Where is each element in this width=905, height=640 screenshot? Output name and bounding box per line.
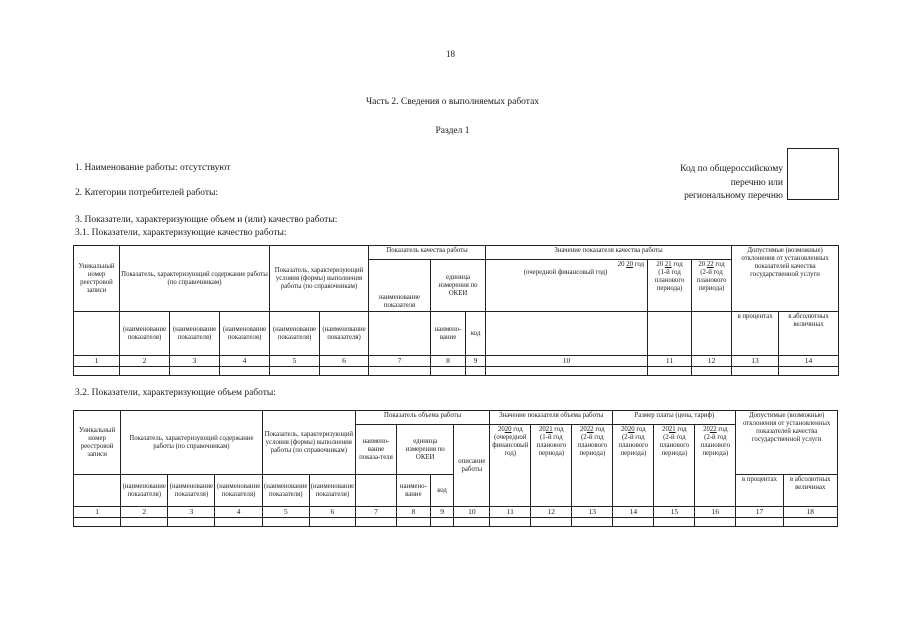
year-second-header: 20 22 год (2-й год планового периода) bbox=[692, 260, 732, 312]
data-cell[interactable] bbox=[531, 518, 572, 527]
data-cell[interactable] bbox=[74, 367, 120, 376]
fee-header: Размер платы (цена, тариф) bbox=[613, 411, 736, 425]
part-title: Часть 2. Сведения о выполняемых работах bbox=[365, 97, 540, 107]
data-cell[interactable] bbox=[262, 518, 309, 527]
okei-header-2: единица измерения по ОКЕИ bbox=[396, 425, 453, 475]
data-cell[interactable] bbox=[170, 367, 220, 376]
column-number-13: 13 bbox=[732, 356, 779, 367]
data-cell[interactable] bbox=[309, 518, 355, 527]
data-cell[interactable] bbox=[648, 367, 692, 376]
name-of-indicator-2: (наименование показателя) bbox=[120, 312, 170, 356]
column-number-10: 10 bbox=[454, 507, 490, 518]
data-cell[interactable] bbox=[220, 367, 270, 376]
column-number-13: 13 bbox=[572, 507, 613, 518]
column-number-6: 6 bbox=[320, 356, 369, 367]
data-cell[interactable] bbox=[572, 518, 613, 527]
column-number-7: 7 bbox=[369, 356, 431, 367]
column-number-10: 10 bbox=[486, 356, 648, 367]
data-cell[interactable] bbox=[369, 367, 431, 376]
content-header: Показатель, характеризующий содержание работы (по справочникам) bbox=[120, 246, 270, 312]
column-number-4: 4 bbox=[215, 507, 262, 518]
column-number-5: 5 bbox=[262, 507, 309, 518]
fee-year-first: 2021 год (2-й год планового периода) bbox=[654, 425, 695, 507]
empty-data-row[interactable] bbox=[74, 367, 839, 376]
vol-name-of-indicator-2: (наименование показателя) bbox=[121, 475, 168, 507]
description-header: описание работы bbox=[454, 425, 490, 507]
indicator-name-header-2: наимено-вание показа-теля bbox=[355, 425, 396, 475]
data-cell[interactable] bbox=[355, 518, 396, 527]
indicator-name-header: наименование показателя bbox=[369, 260, 431, 312]
name-of-indicator-5: (наименование показателя) bbox=[270, 312, 320, 356]
column-number-17: 17 bbox=[736, 507, 783, 518]
indicators-header: 3. Показатели, характеризующие объем и (или) качество работы: bbox=[75, 215, 338, 225]
data-cell[interactable] bbox=[454, 518, 490, 527]
vol-absolute-header: в абсолютных величинах bbox=[783, 475, 837, 507]
data-cell[interactable] bbox=[783, 518, 837, 527]
column-number-12: 12 bbox=[531, 507, 572, 518]
data-cell[interactable] bbox=[121, 518, 168, 527]
column-number-15: 15 bbox=[654, 507, 695, 518]
name-of-indicator-4: (наименование показателя) bbox=[220, 312, 270, 356]
column-number-11: 11 bbox=[490, 507, 531, 518]
conditions-header-2: Показатель, характеризующий условия (формы) выполнения работы (по справочникам) bbox=[262, 411, 355, 475]
column-number-6: 6 bbox=[309, 507, 355, 518]
name-of-indicator-3: (наименование показателя) bbox=[170, 312, 220, 356]
data-cell[interactable] bbox=[215, 518, 262, 527]
column-number-2: 2 bbox=[121, 507, 168, 518]
data-cell[interactable] bbox=[431, 367, 466, 376]
year-current-header: 20 20 год (очередной финансовый год) bbox=[486, 260, 648, 312]
volume-value-header: Значение показателя объема работы bbox=[490, 411, 613, 425]
data-cell[interactable] bbox=[486, 367, 648, 376]
data-cell[interactable] bbox=[396, 518, 430, 527]
vol-percent-header: в процентах bbox=[736, 475, 783, 507]
column-number-14: 14 bbox=[613, 507, 654, 518]
consumer-categories: 2. Категории потребителей работы: bbox=[75, 188, 218, 198]
data-cell[interactable] bbox=[654, 518, 695, 527]
data-cell[interactable] bbox=[695, 518, 736, 527]
vol-unit-naming: наимено-вание bbox=[396, 475, 430, 507]
column-numbers-row bbox=[74, 356, 839, 367]
vol-name-of-indicator-6: (наименование показателя) bbox=[309, 475, 355, 507]
absolute-header: в абсолютных величинах bbox=[779, 312, 839, 356]
year-first-header: 20 21 год (1-й год планового периода) bbox=[648, 260, 692, 312]
volume-table bbox=[73, 410, 838, 527]
percent-header: в процентах bbox=[732, 312, 779, 356]
column-number-8: 8 bbox=[396, 507, 430, 518]
column-number-5: 5 bbox=[270, 356, 320, 367]
unique-number-header: Уникальный номер реестровой записи bbox=[74, 246, 120, 312]
data-cell[interactable] bbox=[320, 367, 369, 376]
quality-header: 3.1. Показатели, характеризующие качество работы: bbox=[75, 228, 287, 238]
vol-name-of-indicator-5: (наименование показателя) bbox=[262, 475, 309, 507]
data-cell[interactable] bbox=[74, 518, 121, 527]
section-title: Раздел 1 bbox=[435, 126, 470, 136]
data-cell[interactable] bbox=[168, 518, 215, 527]
unit-naming-header: наимено-вание bbox=[431, 312, 466, 356]
column-number-14: 14 bbox=[779, 356, 839, 367]
deviation-header-2: Допустимые (возможные) отклонения от установленных показателей качества государственной услуги bbox=[736, 411, 838, 475]
column-number-1: 1 bbox=[74, 507, 121, 518]
fee-year-second: 2022 год (2-й год планового периода) bbox=[695, 425, 736, 507]
data-cell[interactable] bbox=[736, 518, 783, 527]
data-cell[interactable] bbox=[692, 367, 732, 376]
vol-year-second: 2022 год (2-й год планового периода) bbox=[572, 425, 613, 507]
data-cell[interactable] bbox=[779, 367, 839, 376]
vol-unit-code: код bbox=[430, 475, 454, 507]
volume-header: 3.2. Показатели, характеризующие объем работы: bbox=[75, 388, 276, 398]
column-number-8: 8 bbox=[431, 356, 466, 367]
name-of-indicator-6: (наименование показателя) bbox=[320, 312, 369, 356]
vol-name-of-indicator-4: (наименование показателя) bbox=[215, 475, 262, 507]
content-header-2: Показатель, характеризующий содержание работы (по справочникам) bbox=[121, 411, 262, 475]
column-number-4: 4 bbox=[220, 356, 270, 367]
column-number-18: 18 bbox=[783, 507, 837, 518]
column-number-3: 3 bbox=[170, 356, 220, 367]
deviation-header: Допустимые (возможные) отклонения от установленных показателей качества государственной услуги bbox=[732, 246, 839, 312]
data-cell[interactable] bbox=[466, 367, 486, 376]
column-number-7: 7 bbox=[355, 507, 396, 518]
vol-year-current: 2020 год (очередной финансовый год) bbox=[490, 425, 531, 507]
code-label: Код по общероссийскому перечню или региональному перечню bbox=[680, 164, 783, 201]
conditions-header: Показатель, характеризующий условия (формы) выполнения работы (по справочникам) bbox=[270, 246, 369, 312]
okei-header: единица измерения по ОКЕИ bbox=[431, 260, 486, 312]
column-number-9: 9 bbox=[430, 507, 454, 518]
data-cell[interactable] bbox=[613, 518, 654, 527]
unique-number-header-2: Уникальный номер реестровой записи bbox=[74, 411, 121, 475]
vol-name-of-indicator-3: (наименование показателя) bbox=[168, 475, 215, 507]
vol-year-first: 2021 год (1-й год планового периода) bbox=[531, 425, 572, 507]
column-numbers-row-2 bbox=[74, 507, 838, 518]
fee-year-current: 2020 год (2-й год планового периода) bbox=[613, 425, 654, 507]
quality-indicator-header: Показатель качества работы bbox=[369, 246, 486, 260]
unit-code-header: код bbox=[466, 312, 486, 356]
data-cell[interactable] bbox=[490, 518, 531, 527]
data-cell[interactable] bbox=[120, 367, 170, 376]
data-cell[interactable] bbox=[270, 367, 320, 376]
column-number-9: 9 bbox=[466, 356, 486, 367]
data-cell[interactable] bbox=[430, 518, 454, 527]
column-number-3: 3 bbox=[168, 507, 215, 518]
page-number: 18 bbox=[446, 49, 455, 59]
quality-value-header: Значение показателя качества работы bbox=[486, 246, 732, 260]
column-number-12: 12 bbox=[692, 356, 732, 367]
work-name: 1. Наименование работы: отсутствуют bbox=[75, 163, 231, 173]
volume-indicator-header: Показатель объема работы bbox=[355, 411, 489, 425]
quality-table bbox=[73, 245, 839, 376]
empty-data-row-2[interactable] bbox=[74, 518, 838, 527]
column-number-1: 1 bbox=[74, 356, 120, 367]
data-cell[interactable] bbox=[732, 367, 779, 376]
column-number-16: 16 bbox=[695, 507, 736, 518]
column-number-11: 11 bbox=[648, 356, 692, 367]
column-number-2: 2 bbox=[120, 356, 170, 367]
code-box[interactable] bbox=[787, 148, 839, 200]
